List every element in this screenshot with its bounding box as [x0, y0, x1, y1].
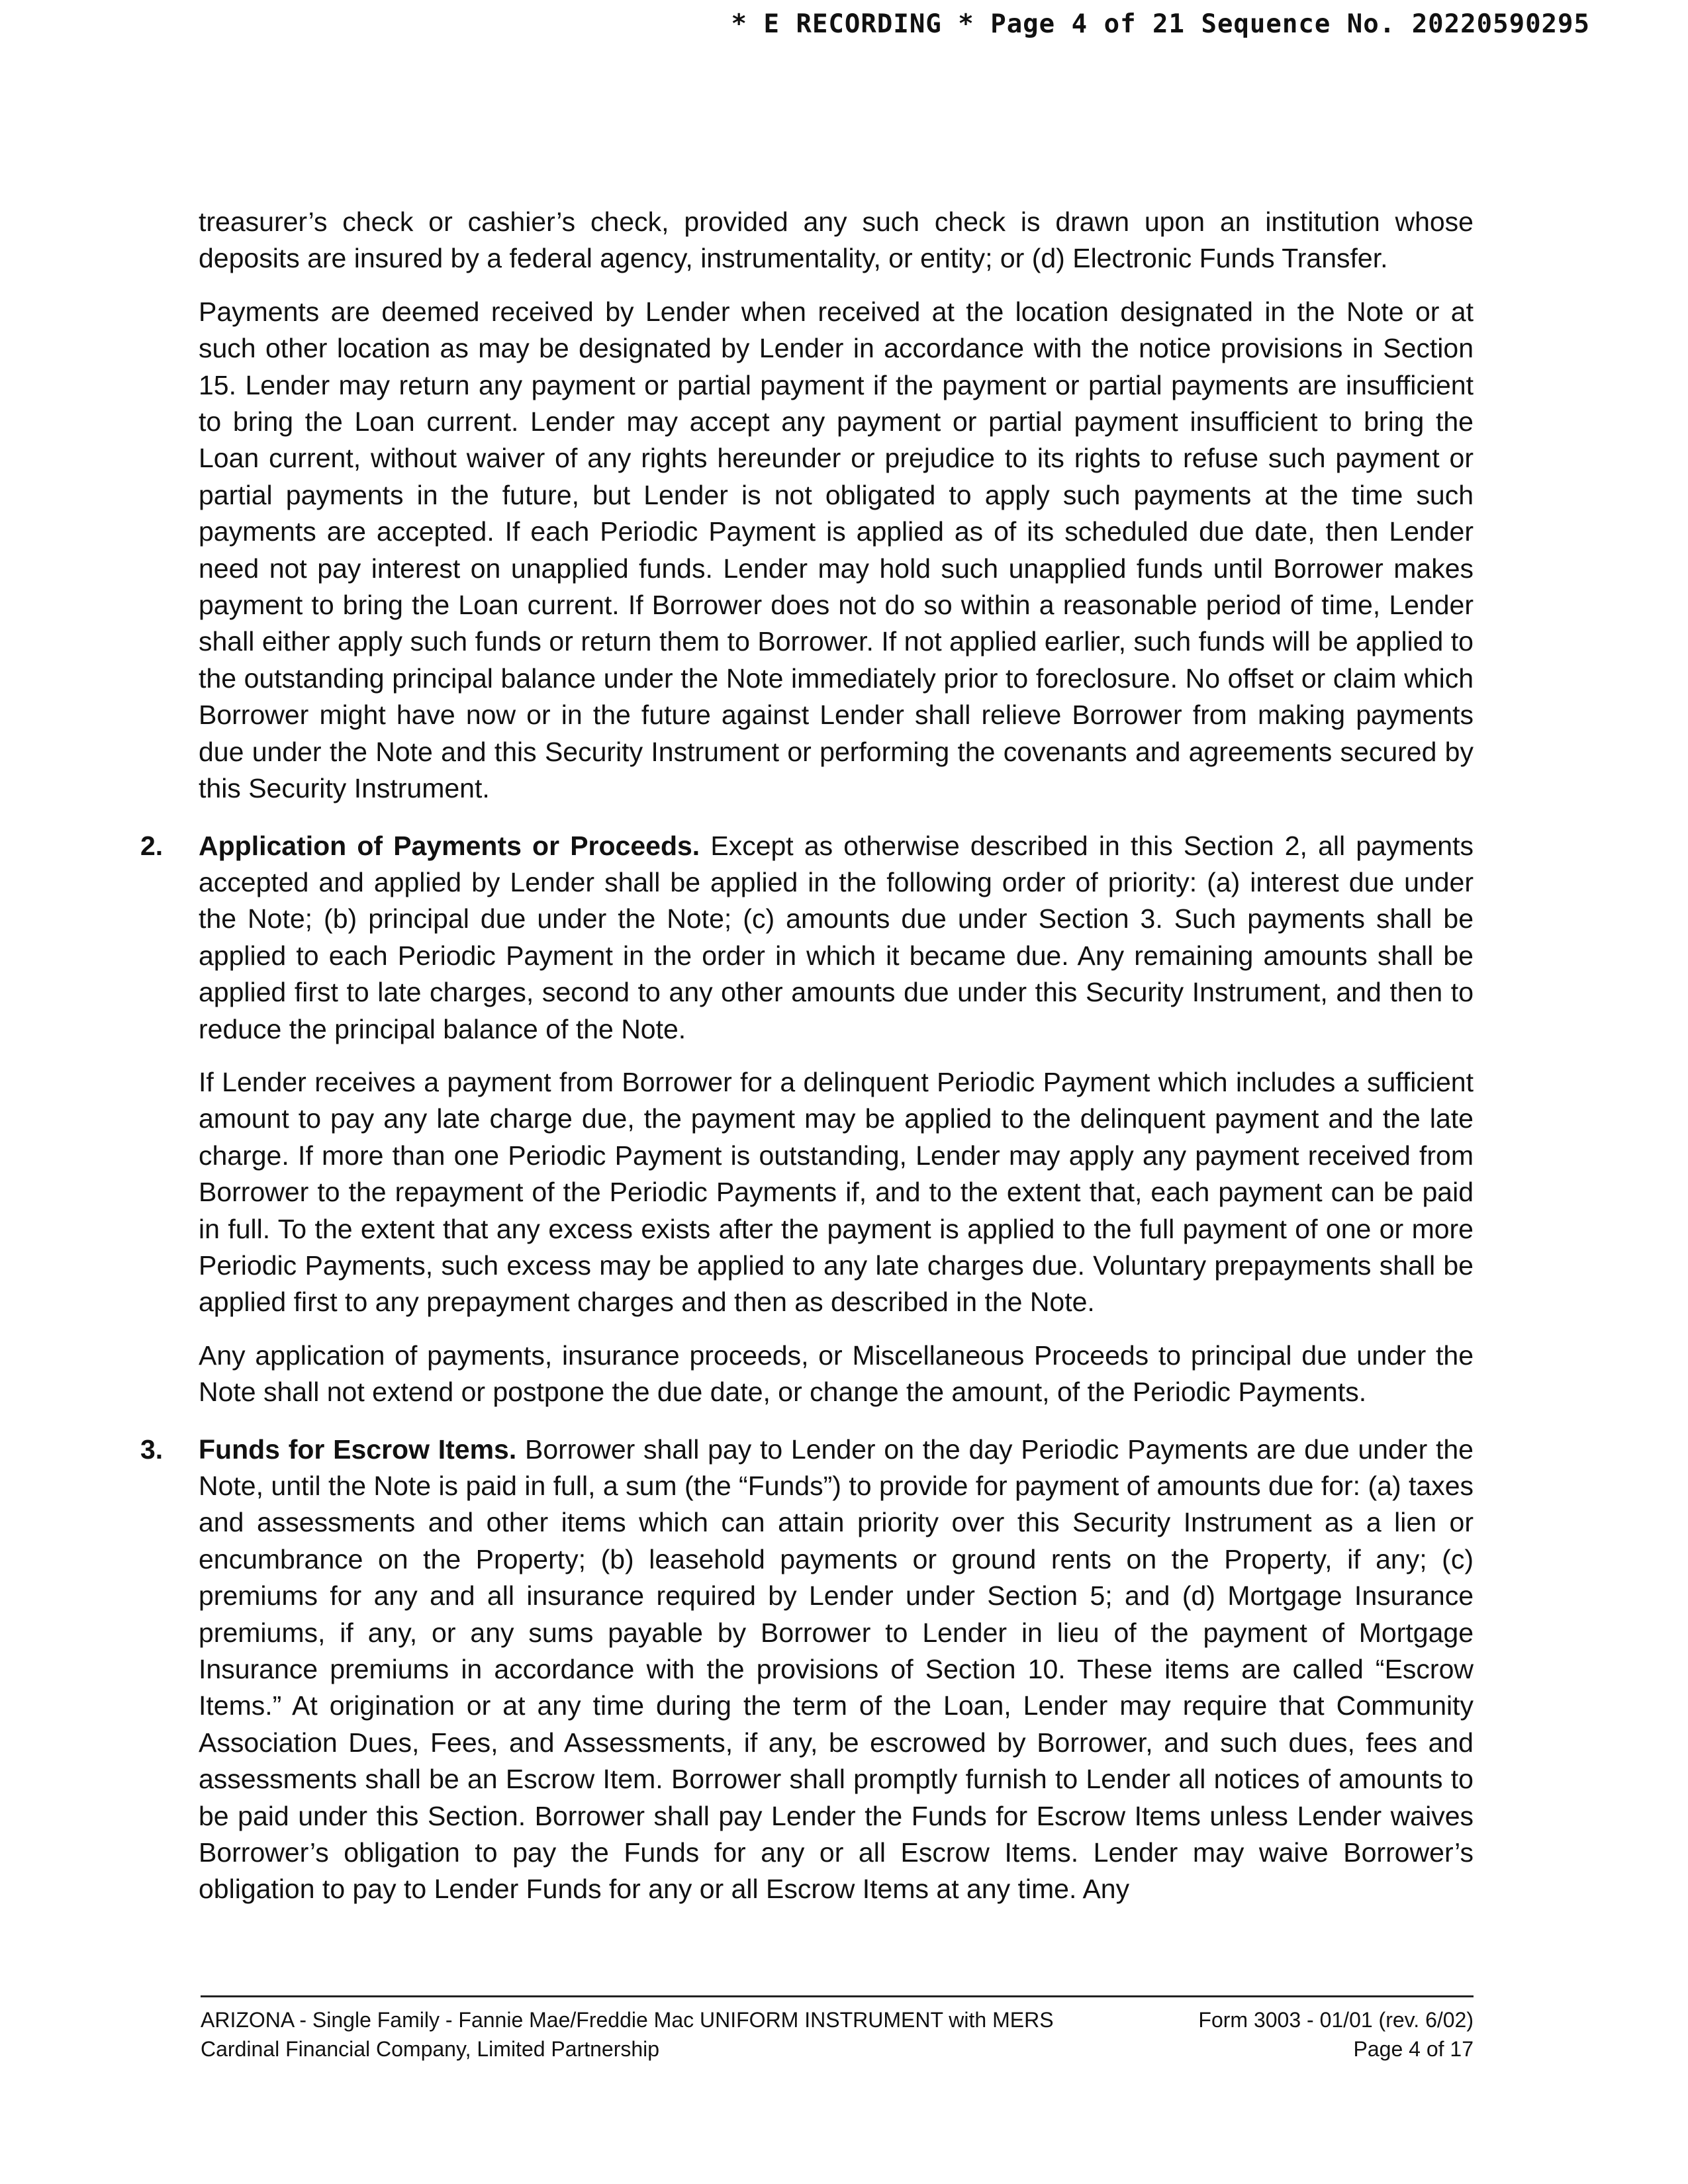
section-number: 3.	[140, 1433, 164, 1465]
footer-right	[1198, 2005, 1474, 2064]
recording-stamp: * E RECORDING * Page 4 of 21 Sequence No. 20220590295	[731, 9, 1590, 39]
section-text: Except as otherwise described in this Section 2, all payments accepted and applied by Lender shall be applied in the following order of priority: (a) interest due under the Note; (b) principal due under the Note; (c) amounts due under Section 3. Such payments shall be applied to each Periodic Payment in the order in which it became due. Any remaining amounts shall be applied first to late charges, second to any other amounts due under this Security Instrument, and then to reduce the principal balance of the Note.	[199, 830, 1474, 1044]
footer-page-number: Page 4 of 17	[1353, 2037, 1474, 2061]
section-text: Borrower shall pay to Lender on the day Periodic Payments are due under the Note, until the Note is paid in full, a sum (the “Funds”) to provide for payment of amounts due for: (a) taxes and assessments and other items which can attain priority over this Security Instrument as a lien or encumbrance on the Property; (b) leasehold payments or ground rents on the Property, if any; (c) premiums for any and all insurance required by Lender under Section 5; and (d) Mortgage Insurance premiums, if any, or any sums payable by Borrower to Lender in lieu of the payment of Mortgage Insurance premiums in accordance with the provisions of Section 10. These items are called “Escrow Items.” At origination or at any time during the term of the Loan, Lender may require that Community Association Dues, Fees, and Assessments, if any, be escrowed by Borrower, and such dues, fees and assessments shall be an Escrow Item. Borrower shall promptly furnish to Lender all notices of amounts to be paid under this Section. Borrower shall pay Lender the Funds for Escrow Items unless Lender waives Borrower’s obligation to pay the Funds for any or all Escrow Items. Lender may waive Borrower’s obligation to pay to Lender Funds for any or all Escrow Items at any time. Any	[199, 1433, 1474, 1905]
footer-form-title: ARIZONA - Single Family - Fannie Mae/Freddie Mac UNIFORM INSTRUMENT with MERS	[201, 2008, 1054, 2032]
footer-lender: Cardinal Financial Company, Limited Partnership	[201, 2037, 660, 2061]
section-3-first-paragraph	[199, 1432, 1474, 1908]
section-2	[140, 828, 1474, 1411]
section-2-first-paragraph	[199, 828, 1474, 1048]
section-2-paragraph-application: Any application of payments, insurance proceeds, or Miscellaneous Proceeds to principal due under the Note shall not extend or postpone the due date, or change the amount, of the Periodic Payments.	[199, 1340, 1474, 1408]
footer-left	[201, 2005, 1054, 2064]
footer-divider	[201, 1995, 1474, 1997]
section-title: Funds for Escrow Items.	[199, 1433, 517, 1465]
footer-form-number: Form 3003 - 01/01 (rev. 6/02)	[1198, 2008, 1474, 2032]
section-title: Application of Payments or Proceeds.	[199, 830, 700, 861]
section-3	[140, 1432, 1474, 1908]
section-number: 2.	[140, 830, 164, 861]
section-2-paragraph-delinquent: If Lender receives a payment from Borrower for a delinquent Periodic Payment which includes a sufficient amount to pay any late charge due, the payment may be applied to the delinquent payment and the late charge. If more than one Periodic Payment is outstanding, Lender may apply any payment received from Borrower to the repayment of the Periodic Payments if, and to the extent that, each payment can be paid in full. To the extent that any excess exists after the payment is applied to the full payment of one or more Periodic Payments, such excess may be applied to any late charges due. Voluntary prepayments shall be applied first to any prepayment charges and then as described in the Note.	[199, 1066, 1474, 1318]
document-body	[140, 204, 1474, 1908]
paragraph-continued: treasurer’s check or cashier’s check, provided any such check is drawn upon an institution whose deposits are insured by a federal agency, instrumentality, or entity; or (d) Electronic Funds Transfer.	[199, 206, 1474, 274]
paragraph-payments-received: Payments are deemed received by Lender when received at the location designated in the Note or at such other location as may be designated by Lender in accordance with the notice provisions in Section 15. Lender may return any payment or partial payment if the payment or partial payments are insufficient to bring the Loan current. Lender may accept any payment or partial payment insufficient to bring the Loan current, without waiver of any rights hereunder or prejudice to its rights to refuse such payment or partial payments in the future, but Lender is not obligated to apply such payments at the time such payments are accepted. If each Periodic Payment is applied as of its scheduled due date, then Lender need not pay interest on unapplied funds. Lender may hold such unapplied funds until Borrower makes payment to bring the Loan current. If Borrower does not do so within a reasonable period of time, Lender shall either apply such funds or return them to Borrower. If not applied earlier, such funds will be applied to the outstanding principal balance under the Note immediately prior to foreclosure. No offset or claim which Borrower might have now or in the future against Lender shall relieve Borrower from making payments due under the Note and this Security Instrument or performing the covenants and agreements secured by this Security Instrument.	[199, 296, 1474, 804]
